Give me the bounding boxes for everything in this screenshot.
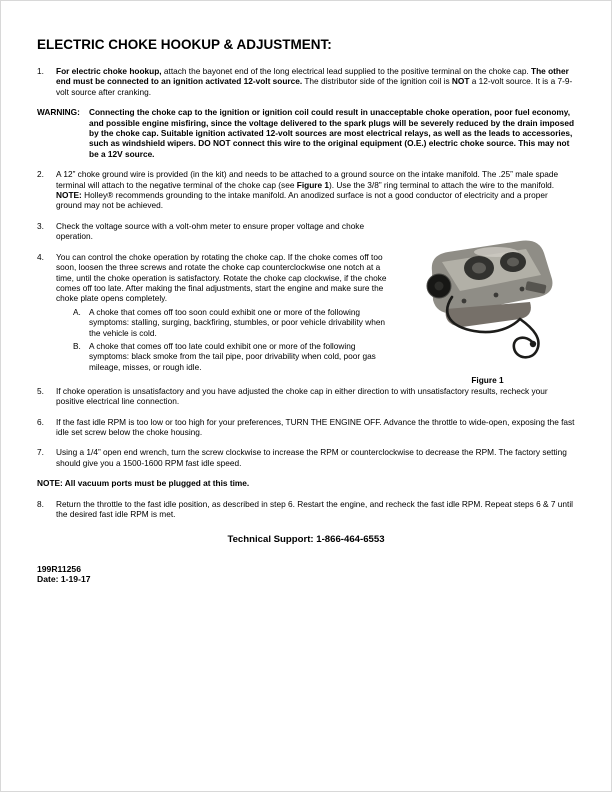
item-text: You can control the choke operation by rotating the choke cap. If the choke comes off too soon, loosen the three screws and rotate the choke cap counterclockwise one notch at a time, until the choke operation is satisfactory. Rotate the choke cap clockwise, if the choke comes off too late. After making the final adjustments, start the engine and make sure the choke plate opens completely.	[56, 251, 387, 304]
item-number: 5.	[37, 385, 44, 396]
item-text: A 12” choke ground wire is provided (in the kit) and needs to be attached to a ground source on the intake manifold. The .25” male spade terminal will attach to the negative terminal of the choke cap (see Figure 1). Use the 3/8” ring terminal to attach the wire to the manifold. NOTE: Holley® recommends grounding to the intake manifold. An anodized surface is not a good conductor of electricity and a proper ground may not be achieved.	[56, 169, 559, 211]
list-item-8	[37, 499, 575, 520]
item-text: If the fast idle RPM is too low or too high for your preferences, TURN THE ENGINE OFF. Advance the throttle to wide-open, exposing the fast idle set screw below the choke housing.	[56, 416, 575, 437]
note-line: NOTE: All vacuum ports must be plugged at this time.	[37, 478, 250, 489]
warning-label: WARNING:	[37, 107, 80, 118]
item-number: 4.	[37, 251, 44, 262]
carburetor-photo	[400, 223, 575, 370]
list-item-2	[37, 169, 575, 211]
list-item-1	[37, 66, 575, 97]
list-item-5	[37, 386, 575, 407]
warning-text: Connecting the choke cap to the ignition or ignition coil could result in unacceptable choke operation, poor fuel economy, and possible engine misfiring, since the voltage delivered to the spark plugs will be severely reduced by the drain imposed by the choke cap. Suitable ignition activated 12-volt sources are most electrical relays, as well as the leads to accessories, such as windshield wipers. DO NOT connect this wire to the original equipment (O.E.) electric choke source. This may not be a 12V source.	[89, 107, 575, 159]
date-line: Date: 1-19-17	[37, 574, 91, 585]
item-number: 2.	[37, 169, 44, 180]
item-number: 6.	[37, 416, 44, 427]
list-item-7	[37, 447, 575, 468]
item-text: If choke operation is unsatisfactory and you have adjusted the choke cap in either direction to with unsatisfactory results, recheck your positive electrical line connection.	[56, 385, 548, 407]
item-text: Return the throttle to the fast idle position, as described in step 6. Restart the engine, and recheck the fast idle RPM. Repeat steps 6 & 7 until the desired fast idle RPM is met.	[56, 498, 574, 519]
sub-item-letter: B.	[73, 340, 81, 351]
figure-1	[400, 223, 575, 386]
item-text: Using a 1/4” open end wrench, turn the screw clockwise to increase the RPM or counterclockwise to decrease the RPM. The factory setting should give you a 1500-1600 RPM fast idle speed.	[56, 447, 567, 468]
technical-support-line: Technical Support: 1-866-464-6553	[227, 534, 385, 546]
sub-item-letter: A.	[73, 306, 81, 317]
item-text: For electric choke hookup, attach the bayonet end of the long electrical lead supplied to the positive terminal on the choke cap. The other end must be connected to an ignition activated 12-volt source. The distributor side of the ignition coil is NOT a 12-volt source. It is a 7-9-volt source after cranking.	[56, 66, 573, 97]
item-number: 7.	[37, 447, 44, 458]
item-text: Check the voltage source with a volt-ohm meter to ensure proper voltage and choke operation.	[56, 220, 365, 242]
part-number: 199R11256	[37, 563, 81, 574]
item-number: 8.	[37, 498, 44, 509]
item-number: 3.	[37, 220, 44, 231]
page-title: ELECTRIC CHOKE HOOKUP & ADJUSTMENT:	[37, 37, 332, 52]
item-number: 1.	[37, 66, 44, 76]
warning-block	[37, 107, 575, 159]
sub-item-text: A choke that comes off too soon could exhibit one or more of the following symptoms: stalling, surging, backfiring, stumbles, or poor vehicle drivability when the vehicle is cold.	[89, 306, 386, 338]
list-item-6	[37, 417, 575, 438]
sub-item-text: A choke that comes off too late could exhibit one or more of the following symptoms: black smoke from the tail pipe, poor drivability when cold, poor gas mileage, misses, or rough idle.	[89, 340, 376, 372]
figure-caption: Figure 1	[471, 375, 504, 386]
document-footer	[37, 564, 575, 585]
